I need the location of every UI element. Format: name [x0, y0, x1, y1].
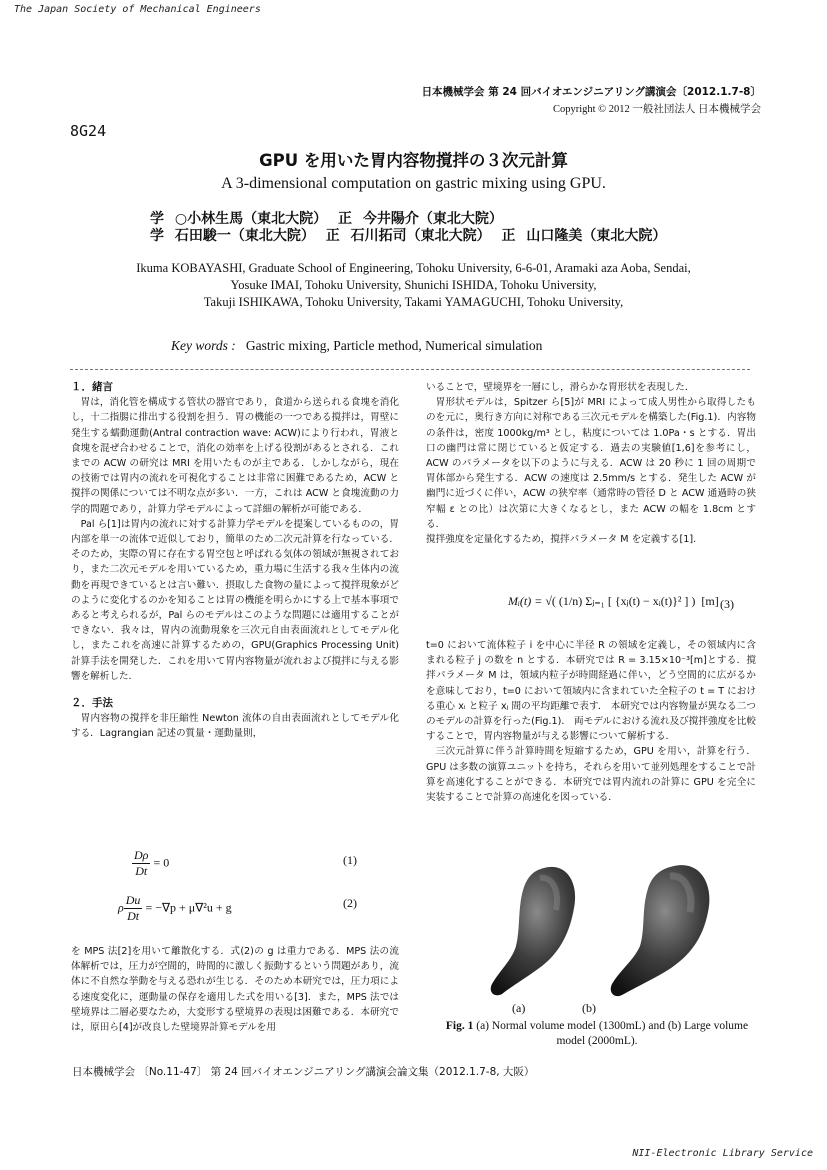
figure-caption — [432, 1019, 762, 1049]
equation-3-number: (3) — [720, 597, 734, 611]
affiliation-line: Yosuke IMAI, Tohoku University, Shunichi ISHIDA, Tohoku University, — [230, 278, 597, 292]
paragraph: 撹拌強度を定量化するため，撹拌パラメータ M を定義する[1]. — [426, 534, 697, 546]
eq2-lhs: ρ — [118, 900, 124, 915]
eq1-numerator: Dρ — [134, 848, 149, 862]
equation-2 — [118, 893, 232, 924]
section1-heading: １．緒言 — [71, 381, 113, 393]
authors-row-2: 学 石田駿一（東北大院） 正 石川拓司（東北大院） 正 山口隆美（東北大院） — [150, 228, 667, 244]
keywords — [171, 338, 542, 354]
title-jp: GPU を用いた胃内容物撹拌の３次元計算 — [259, 151, 568, 170]
title-en: A 3-dimensional computation on gastric mixing using GPU. — [221, 175, 606, 192]
header-divider — [70, 369, 750, 370]
eq3-lhs: Mᵢ(t) = — [508, 594, 546, 608]
eq2-denominator: Dt — [127, 909, 140, 923]
paragraph: 胃形状モデルは，Spitzer ら[5]が MRI によって成人男性から取得したものを元に，奥行き方向に対称である三次元モデルを構築した(Fig.1)．内容物の条件は，密度 1000kg/m³ とし，粘度については 1.0Pa・s とする．胃出口の幽門は常に閉じていると仮定する．過去の実験値[1,6]を参考にし，ACW のパラメータを以下のように与える．ACW は 20 秒に 1 回の周期で胃体部から発生する．ACW の速度は 2.5mm/s とする．発生した ACW が幽門に近づくに伴い，ACW の狭窄率（通常時の管径 D と ACW 通過時の狭窄幅 ε との比）は次第に大きくなるとし，また ACW の幅を 1.8cm とする． — [426, 397, 756, 530]
equation-3 — [508, 594, 719, 609]
copyright-line: Copyright © 2012 一般社団法人 日本機械学会 — [552, 104, 761, 115]
eq1-rhs: = 0 — [150, 855, 170, 870]
equation-1 — [132, 848, 169, 879]
paragraph: t=0 において流体粒子 i を中心に半径 R の領域を定義し，その領域内に含まれる粒子 j の数を n とする．本研究では R = 3.15×10⁻³[m]とする．撹拌パラメータ M は，領域内粒子が時間経過に伴い，どう空間的に広がるかを意味しており，t=0 において領域内に含まれていた全粒子の t = T における重心 xᵢ と粒子 xⱼ 間の平均距離で表す． 本研究では内容物量が異なる二つのモデルの計算を行った(Fig.1)． 両モデルにおける流れ及び撹拌強度を比較することで，胃内容物量が与える影響について解析する． — [426, 640, 756, 743]
watermark-bottom: NII-Electronic Library Service — [632, 1148, 813, 1159]
eq2-numerator: Du — [125, 893, 141, 907]
stomach-model-a — [491, 867, 575, 995]
figure-caption-text: (a) Normal volume model (1300mL) and (b) Large volume model (2000mL). — [473, 1020, 749, 1047]
equation-1-number: (1) — [343, 853, 357, 867]
eq3-body: √( (1/n) Σⱼ₌₁ [ {xⱼ(t) − xᵢ(t)}² ] ) — [545, 594, 696, 608]
figure-label-a: (a) — [512, 1001, 526, 1015]
keywords-text: Gastric mixing, Particle method, Numerical simulation — [245, 338, 543, 353]
paragraph: Pal ら[1]は胃内の流れに対する計算力学モデルを提案しているものの，胃内部を単一の流体で近似しており，簡単のため二次元計算を行なっている．そのため，実際の胃に存在する胃空包と呼ばれる気体の領域が無視されており，また二次元モデルを用いているため，重力場に生活する我々生体内の流動を再現できているとは言い難い．摂取した食物の量によって撹拌現象がどのように変化するのかを知ることは胃の機能を明らかにする上で基本事項であると考えられるが，Pal らのモデルはこのような問題には適用することができない．我々は，胃内の流動現象を三次元自由表面流れとしてモデル化し，またこれを高速に計算するための，GPU(Graphics Processing Unit)計算手法を開発した．これを用いて胃内容物量が流れおよび撹拌に与える影響を解析した． — [71, 518, 399, 682]
affiliation-line: Takuji ISHIKAWA, Tohoku University, Takami YAMAGUCHI, Tohoku University, — [203, 295, 624, 309]
right-column — [426, 380, 756, 547]
figure-stomach-models — [474, 860, 764, 1000]
footer: 日本機械学会 〔No.11-47〕 第 24 回バイオエンジニアリング講演会論文集（2012.1.7-8, 大阪） — [72, 1066, 535, 1078]
paragraph: いることで，壁境界を一層にし，滑らかな胃形状を表現した． — [426, 382, 695, 393]
eq2-rhs: = −∇p + μ∇²u + g — [142, 900, 232, 915]
figure-label-b: (b) — [582, 1001, 596, 1015]
authors-row-1: 学 ○小林生馬（東北大院） 正 今井陽介（東北大院） — [150, 211, 503, 227]
keywords-label: Key words : — [171, 338, 236, 353]
paper-id: 8G24 — [70, 122, 107, 140]
left-column — [71, 380, 399, 742]
paragraph: を MPS 法[2]を用いて離散化する．式(2)の g は重力である．MPS 法の流体解析では，圧力が空間的，時間的に激しく振動するという問題があり，流体に不自然な挙動を与える恐れが生じる．そのため本研究では，圧力項による速度変化に，運動量の保存を適用した式を用いる[3]．また，MPS 法では壁境界は二層必要なため，大変形する壁境界の表現は困難である．本研究では，原田ら[4]が改良した壁境界計算モデルを用 — [71, 946, 399, 1034]
section2-heading: ２．手法 — [71, 697, 113, 710]
affiliation — [0, 260, 827, 311]
equation-2-number: (2) — [343, 896, 357, 910]
figure-caption-label: Fig. 1 — [445, 1020, 474, 1032]
affiliation-line: Ikuma KOBAYASHI, Graduate School of Engineering, Tohoku University, 6-6-01, Aramaki aza Aoba, Sendai, — [136, 261, 691, 275]
stomach-model-b — [611, 865, 710, 996]
eq1-denominator: Dt — [135, 864, 148, 878]
conference-line: 日本機械学会 第 24 回バイオエンジニアリング講演会〔2012.1.7-8〕 — [421, 86, 761, 98]
watermark-top: The Japan Society of Mechanical Engineers — [14, 4, 261, 15]
left-column-bottom — [71, 944, 399, 1035]
paragraph: 胃は，消化管を構成する管状の器官であり，食道から送られる食塊を消化し，十二指腸に排出する役割を担う．胃の機能の一つである撹拌は，胃壁に発生する蠕動運動(Antral contraction wave: ACW)により行われ，胃液と食塊を混ぜ合わせることで，消化の効率を上げる役割があるとされる．これまでの ACW の研究は MRI を用いたものが主である．しかしながら，現在の技術では胃内の流れを可視化することは非常に困難であるため，ACW と撹拌の関係については不明な点が多い．一方，これは ACW と食塊流動の力学的問題であり，計算力学モデルによって詳細の解析が可能である． — [71, 397, 399, 515]
paragraph: 三次元計算に伴う計算時間を短縮するため，GPU を用い，計算を行う．GPU は多数の演算ユニットを持ち，それらを用いて並列処理をすることで計算を高速化することができる．本研究では胃内流れの計算に GPU を完全に実装することで計算の高速化を図っている． — [426, 746, 756, 804]
paragraph: 胃内容物の撹拌を非圧縮性 Newton 流体の自由表面流れとしてモデル化する．Lagrangian 記述の質量・運動量則， — [71, 713, 399, 740]
eq3-unit: [m] — [701, 594, 719, 608]
right-column-bottom — [426, 638, 756, 805]
